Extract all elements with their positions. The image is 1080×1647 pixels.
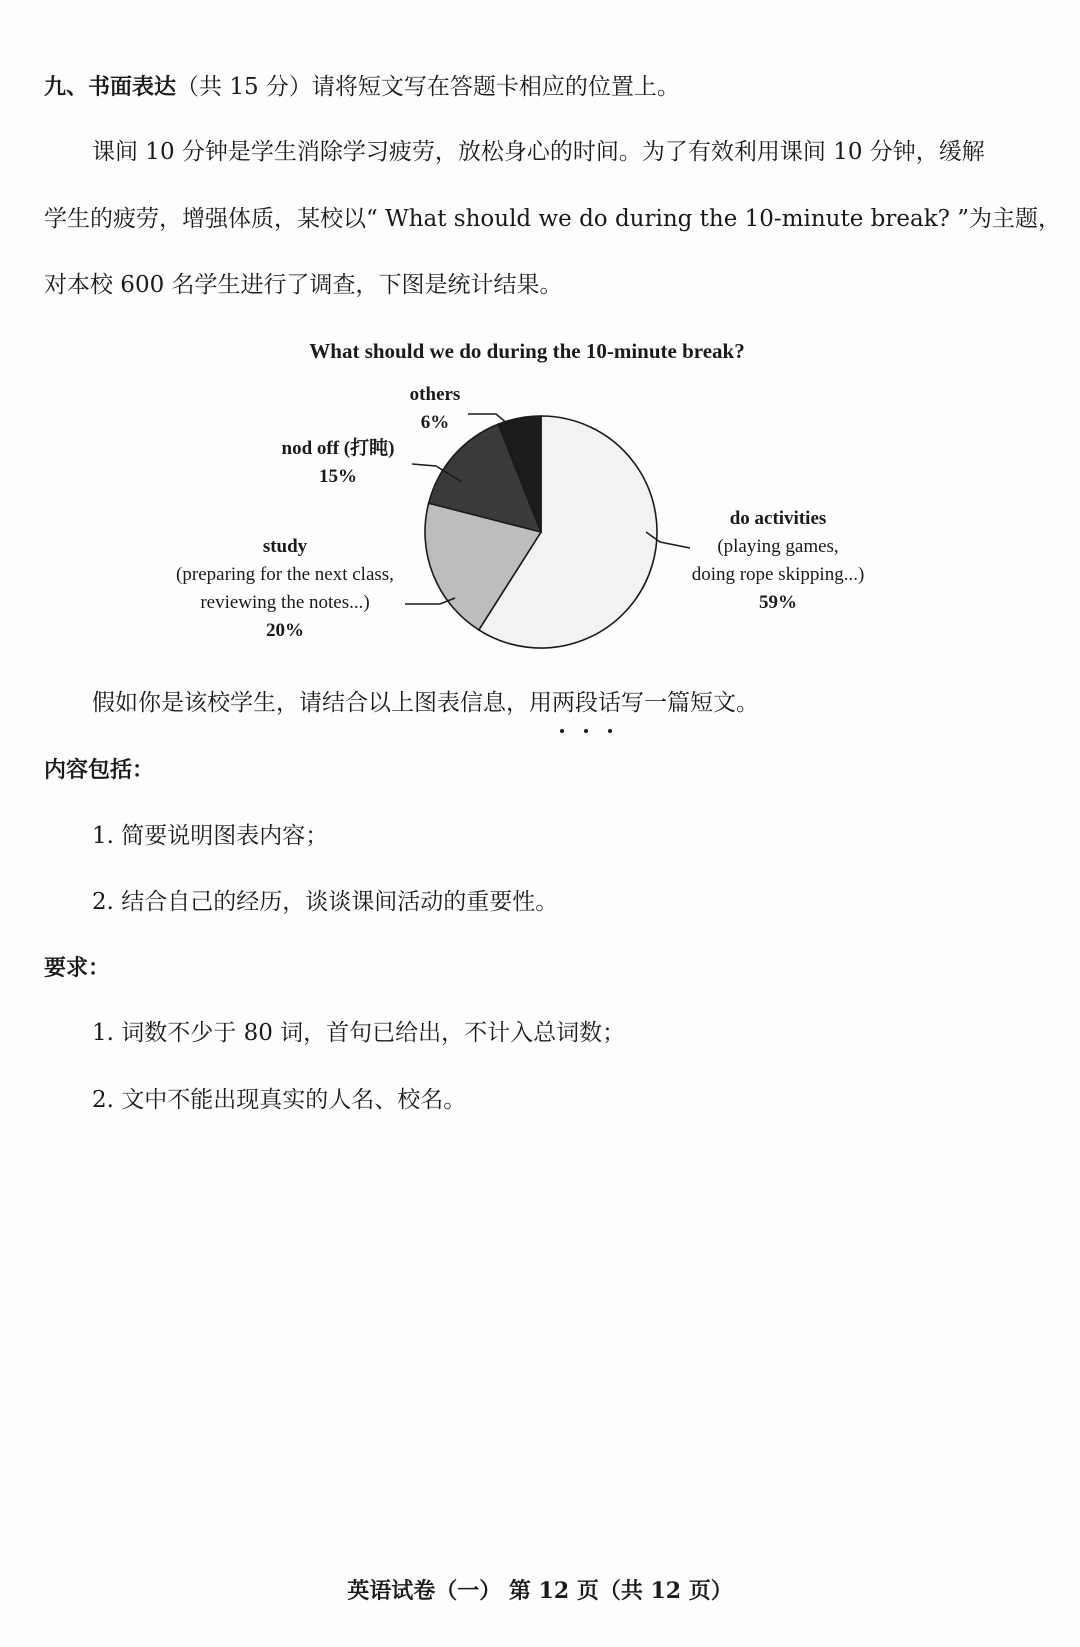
page-footer: 英语试卷（一） 第 12 页（共 12 页） (347, 1578, 733, 1604)
requirements-heading: 要求： (44, 956, 111, 981)
chart-title: What should we do during the 10-minute break? (309, 339, 745, 363)
task-prompt (92, 692, 759, 715)
section-title: 九、书面表达 (44, 75, 177, 100)
slice-label-value-1: 20% (266, 620, 304, 641)
content-heading: 内容包括： (44, 758, 155, 783)
emphasis-dots (560, 718, 632, 737)
slice-label-name-0: do activities (729, 508, 827, 529)
slice-label-name-2: nod off (打盹) (281, 438, 395, 459)
slice-label-detail-1-1: reviewing the notes...) (200, 592, 370, 613)
slice-label-name-3: others (409, 384, 461, 405)
content-item-2: 2. 结合自己的经历，谈谈课间活动的重要性。 (92, 889, 559, 915)
task-prompt-after: 写一篇短文。 (621, 690, 759, 716)
slice-label-detail-1-0: (preparing for the next class, (176, 564, 394, 585)
pie-chart (0, 330, 1080, 660)
intro-line-3: 对本校 600 名学生进行了调查，下图是统计结果。 (44, 272, 563, 298)
intro-line-1: 课间 10 分钟是学生消除学习疲劳，放松身心的时间。为了有效利用课间 10 分钟，缓解 (92, 139, 985, 165)
slice-label-value-2: 15% (319, 466, 357, 487)
requirement-item-2: 2. 文中不能出现真实的人名、校名。 (92, 1087, 467, 1113)
intro-line-2: 学生的疲劳，增强体质，某校以“ What should we do during the 10-minute break? ”为主题， (44, 206, 1062, 232)
task-prompt-before: 假如你是该校学生，请结合以上图表信息，用 (92, 690, 552, 716)
slice-label-detail-0-0: (playing games, (717, 536, 839, 557)
task-prompt-emphasis: 两段话 (552, 690, 621, 716)
content-item-1: 1. 简要说明图表内容； (92, 823, 329, 849)
slice-label-value-0: 59% (759, 592, 797, 613)
slice-label-name-1: study (262, 536, 308, 557)
requirement-item-1: 1. 词数不少于 80 词，首句已给出，不计入总词数； (92, 1020, 626, 1046)
slice-label-value-3: 6% (420, 412, 450, 433)
slice-label-detail-0-1: doing rope skipping...) (691, 564, 865, 585)
section-instruction: （共 15 分）请将短文写在答题卡相应的位置上。 (176, 74, 680, 100)
section-heading (44, 76, 680, 99)
